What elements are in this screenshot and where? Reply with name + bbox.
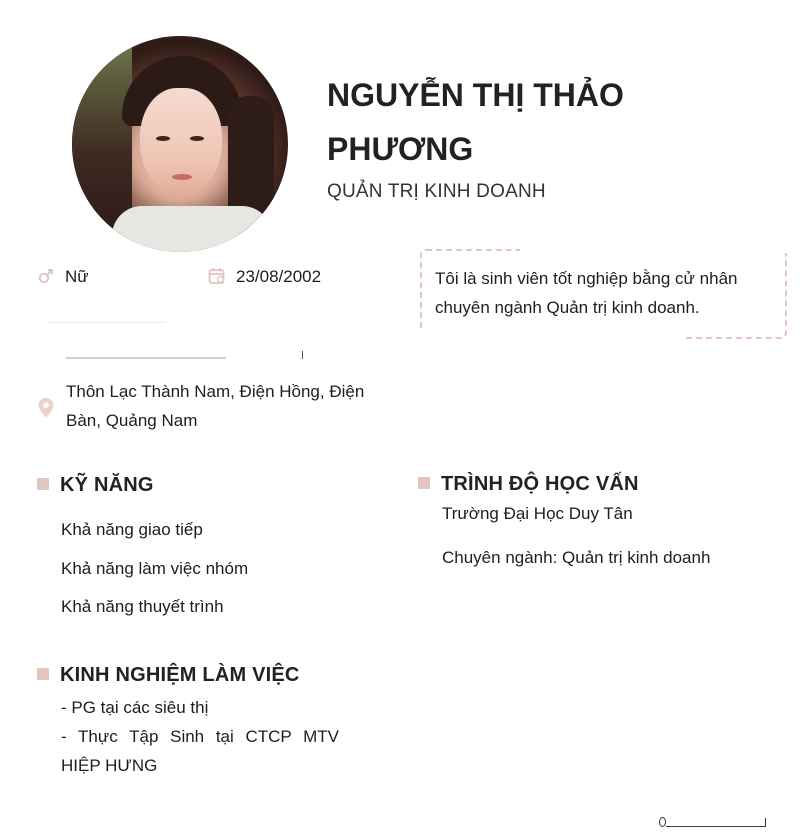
address-value: Thôn Lạc Thành Nam, Điện Hồng, Điện Bàn, Quảng Nam [66,382,365,430]
divider [48,322,166,323]
gender-value: Nữ [65,267,89,286]
footer-fragment [659,817,666,827]
education-major: Chuyên ngành: Quản trị kinh doanh [442,548,711,567]
about-box-gap [520,245,790,253]
section-bullet [37,668,49,680]
birthday-value: 23/08/2002 [236,267,322,286]
about-box-gap [410,331,682,339]
experience-item: - PG tại các siêu thị [61,698,209,717]
job-title: QUẢN TRỊ KINH DOANH [327,181,546,202]
gender-icon [37,267,53,283]
education-title: TRÌNH ĐỘ HỌC VẤN [441,473,639,495]
experience-title: KINH NGHIỆM LÀM VIỆC [60,664,300,686]
skill-item: Khả năng thuyết trình [61,597,224,616]
about-text: Tôi là sinh viên tốt nghiệp bằng cử nhân chuyên ngành Quản trị kinh doanh. [435,269,738,317]
skills-title: KỸ NĂNG [60,474,154,496]
profile-photo [72,36,288,252]
divider [66,357,226,359]
section-bullet [37,478,49,490]
skill-item: Khả năng làm việc nhóm [61,559,249,578]
calendar-icon [208,267,224,283]
location-pin-icon [37,397,55,417]
skill-item: Khả năng giao tiếp [61,520,203,539]
full-name: NGUYỄN THỊ THẢO PHƯƠNG [327,77,624,167]
footer-fragment [765,818,766,826]
section-bullet [418,477,430,489]
divider [302,351,303,359]
footer-fragment [666,826,766,827]
experience-item: - Thực Tập Sinh tại CTCP MTV HIỆP HƯNG [61,727,339,775]
education-school: Trường Đại Học Duy Tân [442,504,633,523]
